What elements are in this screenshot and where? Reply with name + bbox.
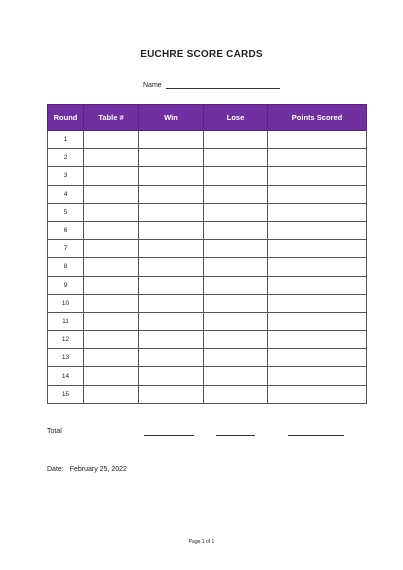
name-label: Name — [143, 82, 162, 89]
points-scored-cell[interactable] — [268, 203, 367, 221]
round-cell: 4 — [48, 185, 84, 203]
table-number-cell[interactable] — [84, 167, 139, 185]
win-cell[interactable] — [139, 203, 204, 221]
table-row — [48, 131, 367, 149]
round-cell: 3 — [48, 167, 84, 185]
points-scored-cell[interactable] — [268, 312, 367, 330]
win-cell[interactable] — [139, 258, 204, 276]
lose-cell[interactable] — [204, 240, 268, 258]
round-cell: 6 — [48, 221, 84, 239]
points-scored-cell[interactable] — [268, 258, 367, 276]
date-row — [47, 466, 127, 473]
table-number-cell[interactable] — [84, 185, 139, 203]
table-row — [48, 221, 367, 239]
round-cell: 5 — [48, 203, 84, 221]
lose-cell[interactable] — [204, 331, 268, 349]
round-cell: 10 — [48, 294, 84, 312]
table-number-cell[interactable] — [84, 221, 139, 239]
total-points-line — [288, 435, 344, 436]
win-cell[interactable] — [139, 349, 204, 367]
lose-cell[interactable] — [204, 258, 268, 276]
round-cell: 13 — [48, 349, 84, 367]
date-value: February 25, 2022 — [69, 466, 127, 473]
round-cell: 9 — [48, 276, 84, 294]
round-cell: 11 — [48, 312, 84, 330]
round-cell: 2 — [48, 149, 84, 167]
points-scored-cell[interactable] — [268, 294, 367, 312]
round-cell: 14 — [48, 367, 84, 385]
total-win-line — [144, 435, 194, 436]
table-row — [48, 349, 367, 367]
total-lose-line — [216, 435, 255, 436]
win-cell[interactable] — [139, 312, 204, 330]
table-number-cell[interactable] — [84, 331, 139, 349]
name-blank-line — [166, 80, 280, 89]
score-table-body — [48, 131, 367, 404]
table-number-cell[interactable] — [84, 203, 139, 221]
win-cell[interactable] — [139, 331, 204, 349]
round-cell: 15 — [48, 385, 84, 403]
table-number-cell[interactable] — [84, 240, 139, 258]
round-cell: 7 — [48, 240, 84, 258]
table-row — [48, 149, 367, 167]
win-cell[interactable] — [139, 221, 204, 239]
table-row — [48, 312, 367, 330]
table-number-cell[interactable] — [84, 385, 139, 403]
win-cell[interactable] — [139, 367, 204, 385]
total-label: Total — [47, 428, 62, 435]
header-win: Win — [139, 105, 204, 131]
table-number-cell[interactable] — [84, 258, 139, 276]
table-row — [48, 385, 367, 403]
points-scored-cell[interactable] — [268, 185, 367, 203]
points-scored-cell[interactable] — [268, 167, 367, 185]
document-title: EUCHRE SCORE CARDS — [140, 49, 263, 60]
table-number-cell[interactable] — [84, 367, 139, 385]
table-row — [48, 367, 367, 385]
table-row — [48, 185, 367, 203]
header-points-scored: Points Scored — [268, 105, 367, 131]
score-table — [47, 104, 367, 404]
table-number-cell[interactable] — [84, 294, 139, 312]
win-cell[interactable] — [139, 276, 204, 294]
win-cell[interactable] — [139, 385, 204, 403]
lose-cell[interactable] — [204, 167, 268, 185]
round-cell: 12 — [48, 331, 84, 349]
lose-cell[interactable] — [204, 221, 268, 239]
lose-cell[interactable] — [204, 349, 268, 367]
header-table-number: Table # — [84, 105, 139, 131]
points-scored-cell[interactable] — [268, 349, 367, 367]
lose-cell[interactable] — [204, 203, 268, 221]
name-row — [143, 80, 280, 89]
win-cell[interactable] — [139, 240, 204, 258]
date-label: Date: — [47, 466, 64, 473]
lose-cell[interactable] — [204, 294, 268, 312]
round-cell: 1 — [48, 131, 84, 149]
points-scored-cell[interactable] — [268, 385, 367, 403]
lose-cell[interactable] — [204, 131, 268, 149]
header-row — [48, 105, 367, 131]
table-number-cell[interactable] — [84, 349, 139, 367]
points-scored-cell[interactable] — [268, 131, 367, 149]
lose-cell[interactable] — [204, 312, 268, 330]
table-number-cell[interactable] — [84, 276, 139, 294]
table-row — [48, 294, 367, 312]
lose-cell[interactable] — [204, 185, 268, 203]
win-cell[interactable] — [139, 149, 204, 167]
table-number-cell[interactable] — [84, 149, 139, 167]
table-number-cell[interactable] — [84, 131, 139, 149]
page-footer: Page 1 of 1 — [188, 539, 215, 545]
table-row — [48, 240, 367, 258]
points-scored-cell[interactable] — [268, 276, 367, 294]
lose-cell[interactable] — [204, 149, 268, 167]
table-row — [48, 203, 367, 221]
table-row — [48, 258, 367, 276]
win-cell[interactable] — [139, 185, 204, 203]
points-scored-cell[interactable] — [268, 240, 367, 258]
table-row — [48, 276, 367, 294]
points-scored-cell[interactable] — [268, 367, 367, 385]
header-round: Round — [48, 105, 84, 131]
points-scored-cell[interactable] — [268, 149, 367, 167]
lose-cell[interactable] — [204, 367, 268, 385]
table-number-cell[interactable] — [84, 312, 139, 330]
points-scored-cell[interactable] — [268, 331, 367, 349]
header-lose: Lose — [204, 105, 268, 131]
lose-cell[interactable] — [204, 385, 268, 403]
win-cell[interactable] — [139, 131, 204, 149]
win-cell[interactable] — [139, 294, 204, 312]
points-scored-cell[interactable] — [268, 221, 367, 239]
round-cell: 8 — [48, 258, 84, 276]
lose-cell[interactable] — [204, 276, 268, 294]
table-row — [48, 167, 367, 185]
win-cell[interactable] — [139, 167, 204, 185]
table-row — [48, 331, 367, 349]
